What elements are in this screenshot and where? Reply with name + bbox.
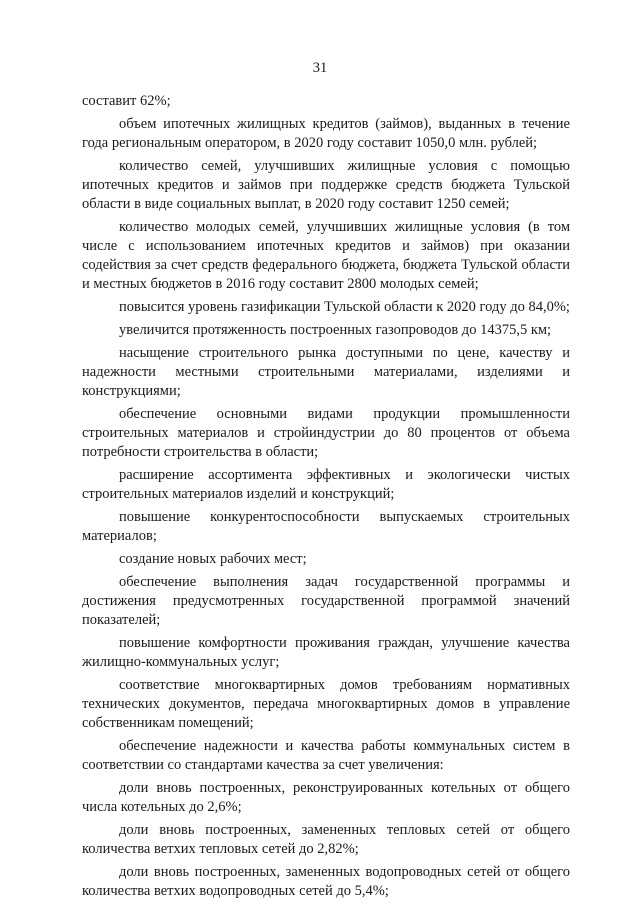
paragraph: объем ипотечных жилищных кредитов (займов), выданных в течение года региональным оператором, в 2020 году составит 1050,0 млн. рублей; bbox=[82, 116, 570, 151]
paragraph: увеличится протяженность построенных газопроводов до 14375,5 км; bbox=[119, 322, 552, 338]
paragraph: повышение комфортности проживания граждан, улучшение качества жилищно-коммунальных услуг; bbox=[82, 635, 570, 670]
paragraph: повысится уровень газификации Тульской области к 2020 году до 84,0%; bbox=[119, 299, 570, 315]
paragraph: обеспечение надежности и качества работы коммунальных систем в соответствии со стандартами качества за счет увеличения: bbox=[82, 738, 570, 773]
paragraph: количество молодых семей, улучшивших жилищные условия (в том числе с использованием ипотечных кредитов и займов) при оказании содействия за счет средств федерального бюджета, бюджета Тульской области и местных бюджетов в 2016 году составит 2800 молодых семей; bbox=[82, 219, 570, 292]
paragraph: составит 62%; bbox=[82, 93, 171, 109]
paragraph: расширение ассортимента эффективных и экологически чистых строительных материалов изделий и конструкций; bbox=[82, 467, 570, 502]
paragraph: насыщение строительного рынка доступными по цене, качеству и надежности местными строительными материалами, изделиями и конструкциями; bbox=[82, 345, 570, 399]
paragraph: создание новых рабочих мест; bbox=[119, 551, 307, 567]
paragraph: количество семей, улучшивших жилищные условия с помощью ипотечных кредитов и займов при поддержке средств бюджета Тульской области в виде социальных выплат, в 2020 году составит 1250 семей; bbox=[82, 158, 570, 212]
document-body bbox=[82, 92, 570, 905]
paragraph: доли вновь построенных, замененных тепловых сетей от общего количества ветхих тепловых сетей до 2,82%; bbox=[82, 822, 570, 857]
paragraph: повышение конкурентоспособности выпускаемых строительных материалов; bbox=[82, 509, 570, 544]
paragraph: доли вновь построенных, замененных водопроводных сетей от общего количества ветхих водопроводных сетей до 5,4%; bbox=[82, 864, 570, 899]
paragraph: обеспечение выполнения задач государственной программы и достижения предусмотренных государственной программой значений показателей; bbox=[82, 574, 570, 628]
paragraph: доли вновь построенных, реконструированных котельных от общего числа котельных до 2,6%; bbox=[82, 780, 570, 815]
page-number: 31 bbox=[312, 60, 328, 76]
paragraph: соответствие многоквартирных домов требованиям нормативных технических документов, передача многоквартирных домов в управление собственникам помещений; bbox=[82, 677, 570, 731]
paragraph: обеспечение основными видами продукции промышленности строительных материалов и стройиндустрии до 80 процентов от объема потребности строительства в области; bbox=[82, 406, 570, 460]
